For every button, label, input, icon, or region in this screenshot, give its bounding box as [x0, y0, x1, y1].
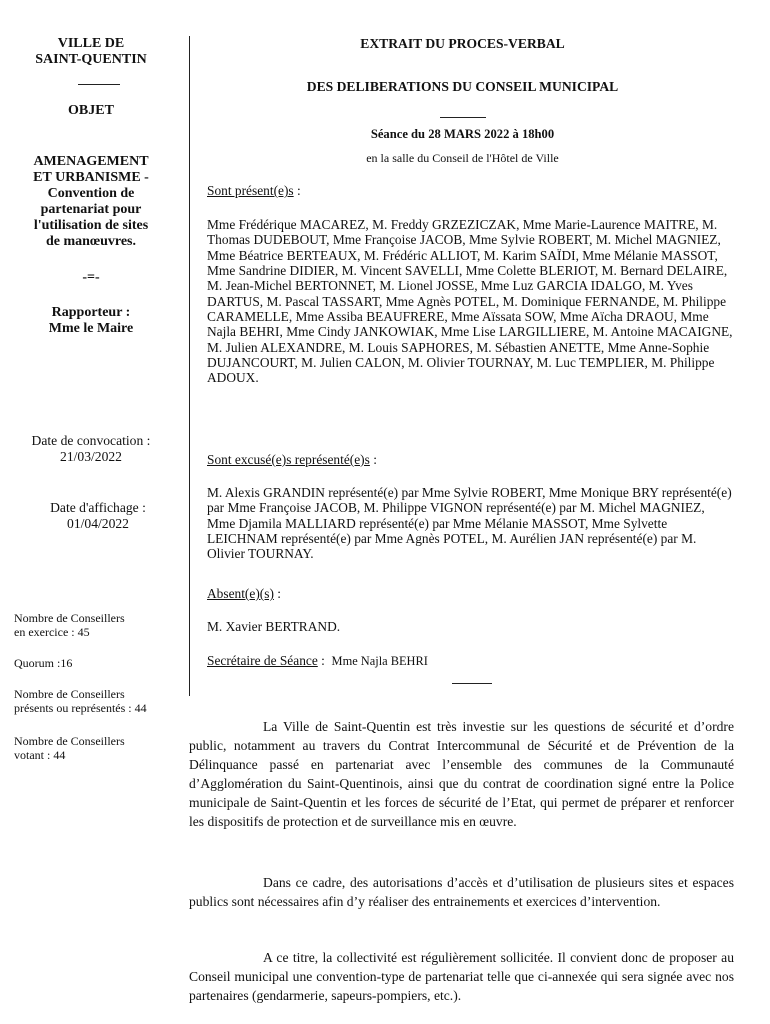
- conseillers-exercice: [14, 611, 186, 639]
- subject-line: ET URBANISME -: [33, 170, 149, 185]
- quorum: Quorum :16: [14, 656, 73, 670]
- stat-label: Nombre de Conseillers: [14, 687, 125, 701]
- stat-value: présents ou représentés : 44: [14, 701, 147, 715]
- subject-line: AMENAGEMENT: [33, 154, 149, 169]
- secretaire-label: Secrétaire de Séance: [207, 653, 318, 668]
- secretaire-name: Mme Najla BEHRI: [331, 654, 428, 668]
- body-paragraph-1: La Ville de Saint-Quentin est très investie sur les questions de sécurité et d’ordre public, notamment au travers du Contrat Intercommunal de Sécurité et de Prévention de la Délinquance passé en partenariat avec l’ensemble des communes de la Communauté d’Agglomération du Saint-Quentinois, ainsi que du contrat de coordination signé entre la Police municipale de Saint-Quentin et les forces de sécurité de l’Etat, qui permet de préparer et renforcer les dispositifs de protection et de surveillance mis en œuvre.: [189, 719, 734, 829]
- sidebar-rule: [78, 84, 120, 85]
- convocation-label: Date de convocation :: [31, 433, 151, 448]
- stat-label: Nombre de Conseillers: [14, 611, 125, 625]
- affichage-date: 01/04/2022: [67, 516, 129, 531]
- stat-value: votant : 44: [14, 748, 66, 762]
- conseillers-presents: [14, 687, 186, 715]
- seance-date: Séance du 28 MARS 2022 à 18h00: [370, 127, 555, 141]
- header-rule: [440, 117, 486, 118]
- city-line-1: VILLE DE: [57, 36, 125, 51]
- absents-heading: [207, 586, 733, 601]
- body-paragraph-2: Dans ce cadre, des autorisations d’accès et d’utilisation de plusieurs sites et espaces publics sont nécessaires afin d’y réaliser des entrainements et exercices d’intervention.: [189, 875, 734, 909]
- presents-label: Sont présent(e)s: [207, 183, 294, 198]
- document-subtitle: DES DELIBERATIONS DU CONSEIL MUNICIPAL: [306, 79, 619, 94]
- absents-colon: :: [273, 586, 282, 601]
- objet-label: OBJET: [68, 103, 114, 118]
- excuses-label: Sont excusé(e)s représenté(e)s: [207, 452, 370, 467]
- excuses-colon: :: [369, 452, 377, 467]
- absents-label: Absent(e)(s): [207, 586, 274, 601]
- presents-colon: :: [293, 183, 301, 198]
- subject-line: l'utilisation de sites: [33, 218, 149, 233]
- secretaire-colon: :: [317, 653, 332, 668]
- affichage-label: Date d'affichage :: [50, 500, 146, 515]
- city-name: [0, 36, 182, 68]
- subject-line: Convention de: [47, 186, 135, 201]
- subject-line: partenariat pour: [40, 202, 142, 217]
- subject-separator: -=-: [82, 270, 100, 285]
- absents-list: M. Xavier BERTRAND.: [207, 619, 341, 634]
- subject-block: [0, 154, 182, 250]
- document-title: EXTRAIT DU PROCES-VERBAL: [360, 36, 565, 51]
- subject-line: de manœuvres.: [46, 234, 136, 249]
- presents-list: Mme Frédérique MACAREZ, M. Freddy GRZEZICZAK, Mme Marie-Laurence MAITRE, M. Thomas DUDEBOUT, Mme Françoise JACOB, Mme Sylvie ROBERT, M. Michel MAGNIEZ, Mme Béatrice BERTEAUX, M. Frédéric ALLIOT, M. Karim SAÏDI, Mme Mélanie MASSOT, Mme Sandrine DIDIER, M. Vincent SAVELLI, Mme Colette BLERIOT, M. Bernard DELAIRE, M. Jean-Michel BERTONNET, M. Lionel JOSSE, Mme Luz GARCIA IDALGO, M. Yves DARTUS, M. Pascal TASSART, Mme Agnès POTEL, M. Dominique FERNANDE, M. Philippe CARAMELLE, Mme Assiba BEAUFRERE, Mme Aïssata SOW, Mme Aïcha DRAOU, Mme Najla BEHRI, Mme Cindy JANKOWIAK, Mme Lise LARGILLIERE, M. Antoine MACAIGNE, M. Julien ALEXANDRE, M. Louis SAPHORES, M. Sébastien ANETTE, Mme Anne-Sophie DUJANCOURT, M. Julien CALON, M. Olivier TOURNAY, M. Luc TEMPLIER, M. Philippe ADOUX.: [207, 217, 733, 386]
- convocation: [0, 433, 182, 465]
- seance-location: en la salle du Conseil de l'Hôtel de Ville: [366, 151, 559, 165]
- city-line-2: SAINT-QUENTIN: [35, 52, 147, 67]
- section-rule: [452, 683, 492, 684]
- body-paragraph-3: A ce titre, la collectivité est régulièrement sollicitée. Il convient donc de proposer au Conseil municipal une convention-type de partenariat telle que ci-annexée qui sera signée avec nos partenaires (gendarmerie, sapeurs-pompiers, etc.).: [189, 950, 734, 1003]
- stat-value: en exercice : 45: [14, 625, 90, 639]
- stat-label: Nombre de Conseillers: [14, 734, 125, 748]
- affichage: [0, 500, 196, 532]
- excuses-heading: [207, 452, 733, 467]
- excuses-list: M. Alexis GRANDIN représenté(e) par Mme Sylvie ROBERT, Mme Monique BRY représenté(e) par Mme Françoise JACOB, M. Philippe VIGNON représenté(e) par M. Michel MAGNIEZ, Mme Djamila MALLIARD représenté(e) par Mme Mélanie MASSOT, Mme Sylvette LEICHNAM représenté(e) par Mme Agnès POTEL, M. Aurélien JAN représenté(e) par M. Olivier TOURNAY.: [207, 485, 732, 562]
- presents-heading: [207, 183, 733, 198]
- rapporteur: [0, 305, 182, 337]
- conseillers-votant: [14, 734, 186, 762]
- secretaire-line: [207, 653, 733, 669]
- rapporteur-name: Mme le Maire: [48, 321, 134, 336]
- convocation-date: 21/03/2022: [60, 449, 122, 464]
- rapporteur-label: Rapporteur :: [51, 305, 131, 320]
